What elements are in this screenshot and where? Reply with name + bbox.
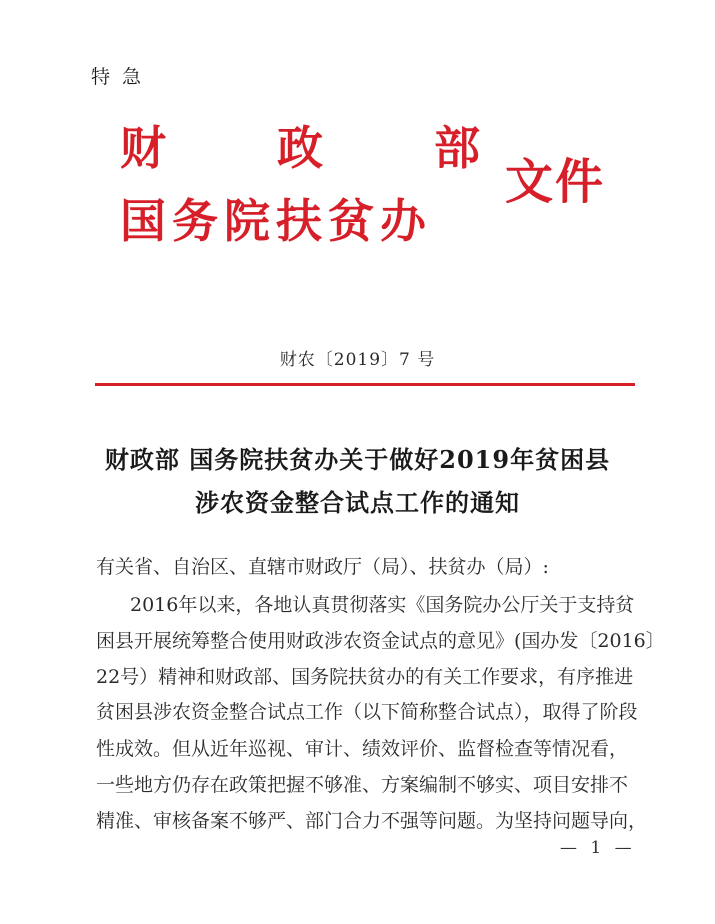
document-title-line1: 财政部 国务院扶贫办关于做好2019年贫困县 (104, 445, 611, 474)
body-line: 22号）精神和财政部、国务院扶贫办的有关工作要求，有序推进 (96, 666, 634, 688)
salutation-line: 有关省、自治区、直辖市财政厅（局）、扶贫办（局）: (96, 556, 549, 578)
org-char: 政 (277, 121, 323, 175)
body-line: 2016年以来，各地认真贯彻落实《国务院办公厅关于支持贫 (130, 594, 635, 616)
document-number: 财农〔2019〕7 号 (279, 350, 436, 370)
page-number: — 1 — (560, 838, 636, 858)
body-line: 性成效。但从近年巡视、审计、绩效评价、监督检查等情况看， (96, 738, 629, 760)
org-char: 部 (434, 121, 480, 175)
urgency-label: 特急 (91, 66, 154, 88)
issuing-org-line2: 国务院扶贫办 (120, 194, 432, 248)
org-char: 财 (120, 121, 166, 175)
body-line: 一些地方仍存在政策把握不够准、方案编制不够实、项目安排不 (96, 774, 629, 796)
body-line: 困县开展统筹整合使用财政涉农资金试点的意见》(国办发〔2016〕 (96, 630, 665, 652)
document-word: 文件 (505, 154, 606, 210)
body-line: 精准、审核备案不够严、部门合力不强等问题。为坚持问题导向， (96, 810, 648, 832)
body-line: 贫困县涉农资金整合试点工作（以下简称整合试点），取得了阶段 (96, 701, 638, 723)
red-divider-line (95, 383, 635, 386)
issuing-org-line1 (120, 121, 480, 175)
document-title-line2: 涉农资金整合试点工作的通知 (195, 488, 520, 517)
